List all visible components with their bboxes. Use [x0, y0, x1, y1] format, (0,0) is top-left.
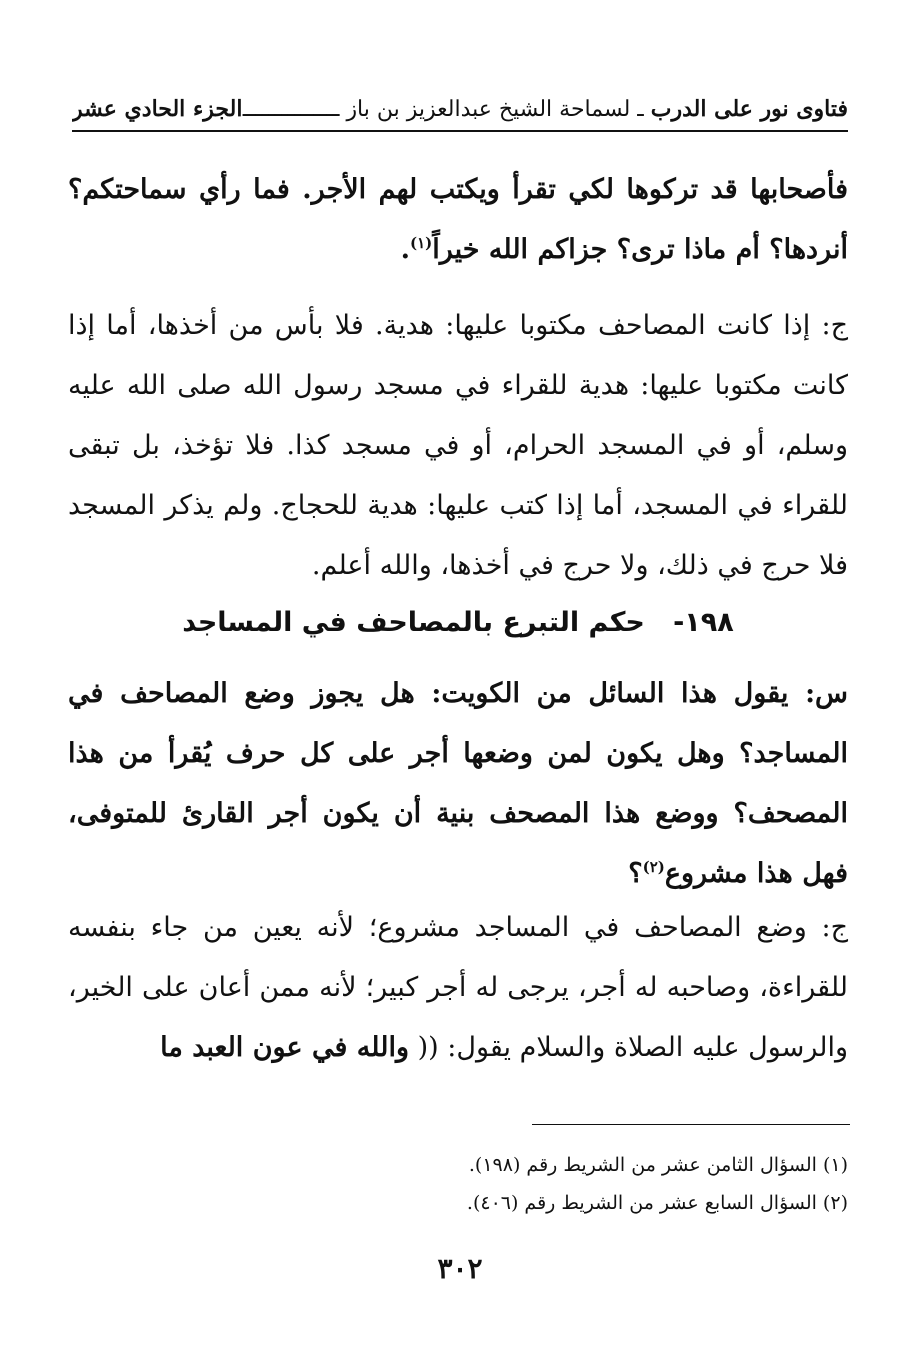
section-title: حكم التبرع بالمصاحف في المساجد	[182, 607, 645, 638]
section-heading	[68, 598, 848, 648]
question-text: فأصحابها قد تركوها لكي تقرأ ويكتب لهم الأجر. فما رأي سماحتكم؟ أنردها؟ أم ماذا ترى؟ جزاكم الله خيراً	[68, 174, 848, 265]
footnote-2: (٢) السؤال السابع عشر من الشريط رقم (٤٠٦).	[466, 1192, 848, 1214]
question-paragraph	[68, 664, 848, 904]
volume-label: الجزء الحادي عشر	[72, 96, 243, 122]
hadith-quote: والله في عون العبد ما	[160, 1032, 409, 1063]
author-name: لسماحة الشيخ عبدالعزيز بن باز	[346, 97, 631, 122]
page-number: ٣٠٢	[437, 1252, 483, 1285]
question-text: س: يقول هذا السائل من الكويت: هل يجوز وضع المصاحف في المساجد؟ وهل يكون لمن وضعها أجر على كل حرف يُقرأ من هذا المصحف؟ ووضع هذا المصحف بنية أن يكون أجر القارئ للمتوفى، فهل هذا مشروع	[68, 678, 848, 889]
answer-text: ج: وضع المصاحف في المساجد مشروع؛ لأنه يعين من جاء بنفسه للقراءة، وصاحبه له أجر، يرجى له أجر كبير؛ لأنه ممن أعان على الخير، والرسول عليه الصلاة والسلام يقول: ((	[68, 912, 848, 1063]
footnotes	[328, 1146, 848, 1222]
question-mark: ؟	[628, 858, 643, 889]
footnote-1: (١) السؤال الثامن عشر من الشريط رقم (١٩٨).	[468, 1154, 848, 1176]
answer-text: ج: إذا كانت المصاحف مكتوبا عليها: هدية. فلا بأس من أخذها، أما إذا كانت مكتوبا عليها: هدية للقراء في مسجد رسول الله صلى الله عليه وسلم، أو في المسجد الحرام، أو في مسجد كذا. فلا تؤخذ، بل تبقى للقراء في المسجد، أما إذا كتب عليها: هدية للحجاج. ولم يذكر المسجد فلا حرج في ذلك، ولا حرج في أخذها، والله أعلم.	[68, 310, 848, 581]
answer-paragraph	[68, 296, 848, 596]
answer-paragraph-2	[68, 898, 848, 1078]
section-number: ١٩٨-	[673, 607, 734, 638]
question-continuation: فأصحابها قد تركوها لكي تقرأ ويكتب لهم الأجر. فما رأي سماحتكم؟ أنردها؟ أم ماذا ترى؟ جزاكم الله خيراً$^{(١)}$.	[68, 174, 848, 265]
footnote-ref-1: (١)	[409, 234, 433, 252]
footnote-ref-2: (٢)	[642, 858, 665, 876]
book-title: فتاوى نور على الدرب	[650, 96, 848, 122]
header-book-info: فتاوى نور على الدرب ـ لسماحة الشيخ عبدالعزيز بن باز ـــــــــــــــ	[242, 96, 848, 122]
running-header	[72, 96, 848, 132]
footnote-divider	[532, 1124, 850, 1125]
